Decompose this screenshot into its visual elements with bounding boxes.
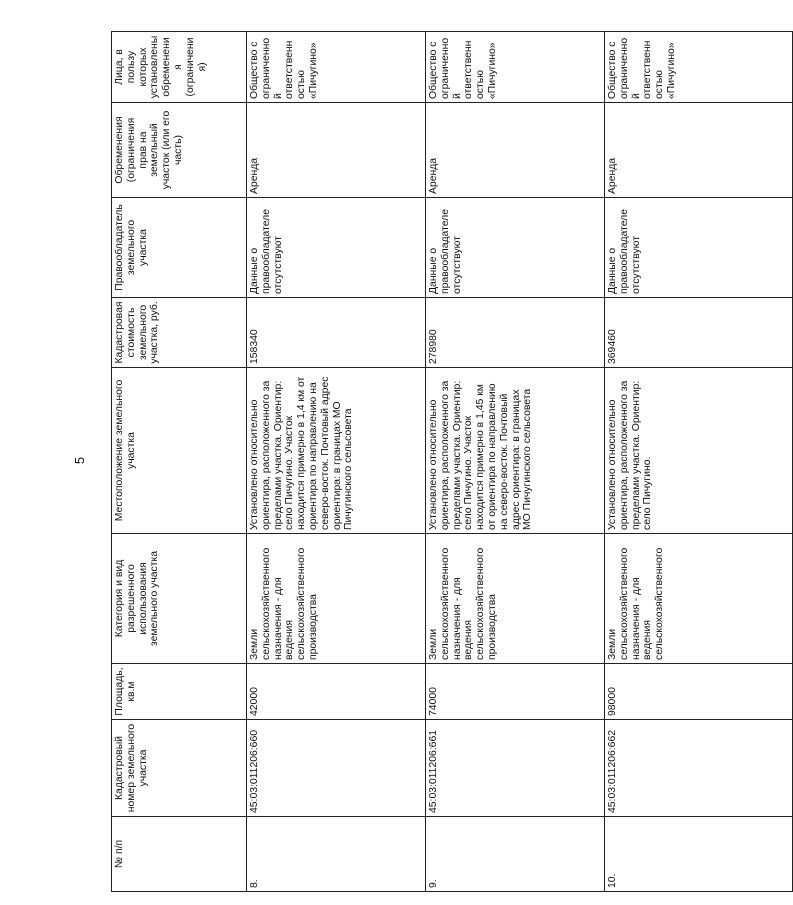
cell-category: Земли сельскохозяйственного назначения - для ведения сельскохозяйственного производства [426,534,605,664]
table-header-row [112,32,247,892]
cell-beneficiary: Общество с ограниченной ответственностью «Пичугино» [426,32,605,103]
cell-category: Земли сельскохозяйственного назначения - для ведения сельскохозяйственного [605,534,793,664]
cell-cost: 158340 [247,298,426,368]
cell-beneficiary: Общество с ограниченной ответственностью «Пичугино» [605,32,793,103]
document-page [111,32,677,892]
cell-owner: Данные о правообладателе отсутствуют [247,198,426,298]
cell-owner: Данные о правообладателе отсутствуют [605,198,793,298]
cell-area: 74000 [426,664,605,720]
cell-beneficiary: Общество с ограниченной ответственностью «Пичугино» [247,32,426,103]
cell-cadastral: 45:03:011206:660 [247,720,426,817]
page-number: 5 [72,456,88,465]
cell-cadastral: 45:03:011206:662 [605,720,793,817]
cell-location: Установлено относительно ориентира, расположенного за пределами участка. Ориентир: село Пичугино. Участок находится примерно в 1,45 км от ориентира по направлению на северо-восток. Почтовый адрес ориентира: в границах МО Пичугинского сельсовета [426,368,605,534]
table-row [247,32,426,892]
header-category: Категория и вид разрешенного использования земельного участка [112,534,247,664]
header-encumbrance: Обременения (ограничения прав на земельный участок (или его часть) [112,103,247,198]
cell-num: 9. [426,817,605,892]
cell-encumbrance: Аренда [247,103,426,198]
cell-cadastral: 45:03:011206:661 [426,720,605,817]
land-plots-table [111,31,793,892]
table-row [605,32,793,892]
rotated-table-container [111,32,677,892]
header-cadastral: Кадастровый номер земельного участка [112,720,247,817]
cell-encumbrance: Аренда [605,103,793,198]
header-num: № п/п [112,817,247,892]
header-beneficiary: Лица, в пользу которых установлены обременения (ограничения) [112,32,247,103]
header-owner: Правообладатель земельного участка [112,198,247,298]
table-row [426,32,605,892]
header-location: Местоположение земельного участка [112,368,247,534]
cell-area: 98000 [605,664,793,720]
cell-area: 42000 [247,664,426,720]
cell-num: 8. [247,817,426,892]
cell-cost: 278980 [426,298,605,368]
cell-category: Земли сельскохозяйственного назначения - для ведения сельскохозяйственного производства [247,534,426,664]
cell-num: 10. [605,817,793,892]
cell-encumbrance: Аренда [426,103,605,198]
cell-location: Установлено относительно ориентира, расположенного за пределами участка. Ориентир: село Пичугино. [605,368,793,534]
cell-cost: 369460 [605,298,793,368]
cell-location: Установлено относительно ориентира, расположенного за пределами участка. Ориентир: село Пичугино. Участок находится примерно в 1,4 км от ориентира по направлению на северо-восток. Почтовый адрес ориентира: в границах МО Пичугинского сельсовета [247,368,426,534]
header-area: Площадь, кв.м [112,664,247,720]
cell-owner: Данные о правообладателе отсутствуют [426,198,605,298]
header-cost: Кадастровая стоимость земельного участка, руб. [112,298,247,368]
